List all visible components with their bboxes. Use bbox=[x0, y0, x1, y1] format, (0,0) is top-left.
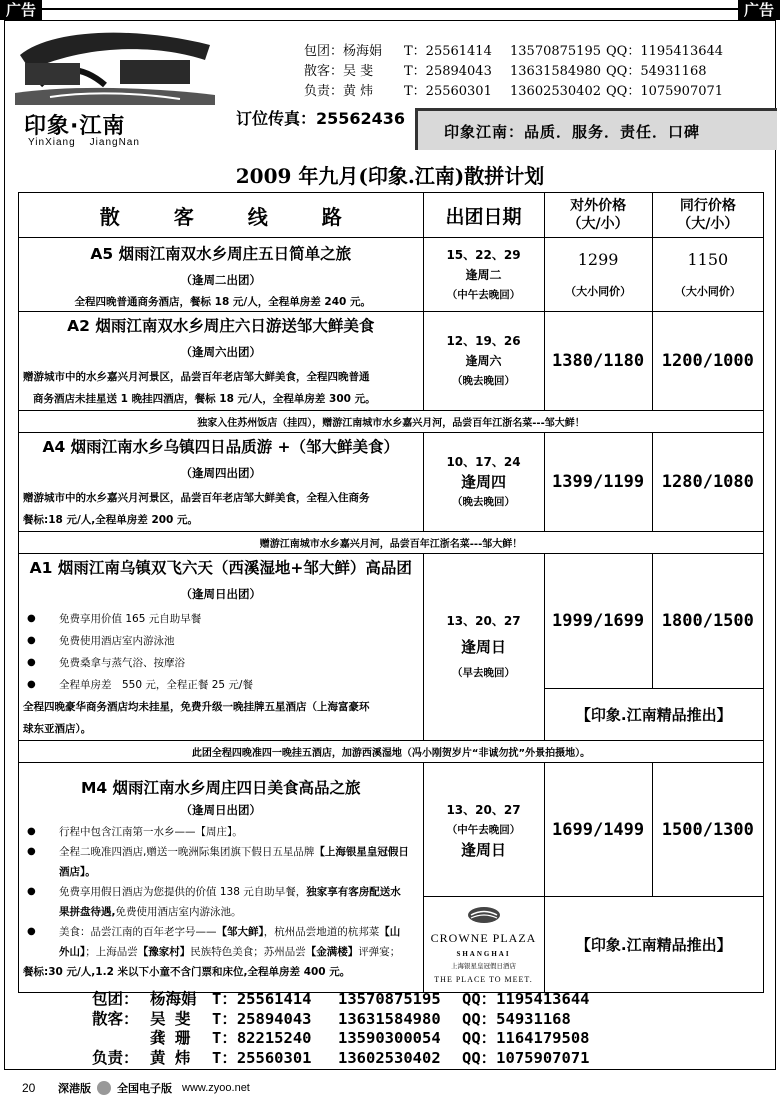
price-out-m4: 1699/1499 bbox=[544, 763, 652, 897]
table-row bbox=[19, 532, 764, 554]
page-number: 20 bbox=[22, 1081, 36, 1095]
brand-name-en: YinXiang JiangNan bbox=[28, 137, 140, 148]
route-a2: A2 烟雨江南双水乡周庄六日游送邹大鲜美食 （逢周六出团） 赠游城市中的水乡嘉兴月河景区，品尝百年老店邹大鲜美食，全程四晚普通 商务酒店未挂星送 1 晚挂四酒店，餐标 18 元/人，全程单房差 300 元。 bbox=[19, 312, 424, 411]
contact-row: 散客：吴 斐 T：25894043 13631584980 QQ：54931168 bbox=[304, 64, 707, 79]
brand-name-cn: 印象·江南 bbox=[24, 114, 126, 139]
price-peer-a4: 1280/1080 bbox=[652, 433, 763, 532]
price-peer-a2: 1200/1000 bbox=[652, 312, 763, 411]
highlight-bar-a4: 赠游江南城市水乡嘉兴月河，品尝百年江浙名菜---邹大鲜！ bbox=[19, 532, 764, 554]
page-footer bbox=[22, 1080, 250, 1096]
plan-title: 2009 年九月(印象.江南)散拼计划 bbox=[235, 164, 545, 188]
contacts-bottom bbox=[92, 990, 589, 1068]
header-date: 出团日期 bbox=[423, 193, 544, 238]
date-m4: 13、20、27 （中午去晚回） 逢周日 bbox=[423, 763, 544, 897]
highlight-bar-a1: 此团全程四晚准四一晚挂五酒店，加游西溪湿地（冯小刚贺岁片“非诚勿扰”外景拍摄地）。 bbox=[19, 741, 764, 763]
brand-logo bbox=[10, 25, 220, 148]
edition-label: 深港版 bbox=[58, 1082, 91, 1095]
crowne-plaza-logo: CROWNE PLAZA SHANGHAI 上海银星皇冠假日酒店 THE PLACE TO MEET. bbox=[424, 906, 544, 984]
hotel-logo-cell bbox=[423, 897, 544, 993]
table-row bbox=[19, 433, 764, 532]
highlight-bar-a2: 独家入住苏州饭店（挂四），赠游江南城市水乡嘉兴月河，品尝百年江浙名菜---邹大鲜！ bbox=[19, 411, 764, 433]
contacts-top bbox=[304, 42, 723, 102]
contact-row: 包团： 杨海娟 T：25561414 13570875195 QQ：1195413644 bbox=[92, 990, 590, 1008]
contact-row: 散客： 吴 斐 T：25894043 13631584980 QQ：54931168 bbox=[92, 1009, 571, 1028]
table-row bbox=[19, 411, 764, 433]
table-row bbox=[19, 741, 764, 763]
contact-row: 包团：杨海娟 T：25561414 13570875195 QQ：1195413644 bbox=[304, 44, 724, 59]
tour-plan-table bbox=[18, 192, 764, 993]
date-a1: 13、20、27 逢周日 （早去晚回） bbox=[423, 554, 544, 741]
table-row bbox=[19, 312, 764, 411]
ad-label-right: 广告 bbox=[738, 0, 780, 20]
price-out-a4: 1399/1199 bbox=[544, 433, 652, 532]
price-out-a5: 1299 （大小同价） bbox=[544, 238, 652, 312]
top-rule bbox=[0, 8, 780, 10]
price-peer-m4: 1500/1300 bbox=[652, 763, 763, 897]
price-peer-a1: 1800/1500 bbox=[652, 554, 763, 689]
price-out-a1: 1999/1699 bbox=[544, 554, 652, 689]
price-peer-a5: 1150 （大小同价） bbox=[652, 238, 763, 312]
date-a5: 15、22、29 逢周二 （中午去晚回） bbox=[423, 238, 544, 312]
date-a2: 12、19、26 逢周六 （晚去晚回） bbox=[423, 312, 544, 411]
header-route: 散 客 线 路 bbox=[19, 193, 424, 238]
booking-fax: 订位传真：25562436 bbox=[236, 109, 406, 128]
table-row bbox=[19, 238, 764, 312]
contact-row: 负责： 黄 炜 T：25560301 13602530402 QQ：1075907071 bbox=[92, 1048, 590, 1067]
route-a4: A4 烟雨江南水乡乌镇四日品质游 +（邹大鲜美食） （逢周四出团） 赠游城市中的水乡嘉兴月河景区，品尝百年老店邹大鲜美食，全程入住商务 餐标:18 元/人,全程单房差 200 元。 bbox=[19, 433, 424, 532]
route-a5: A5 烟雨江南双水乡周庄五日简单之旅 （逢周二出团） 全程四晚普通商务酒店，餐标 18 元/人，全程单房差 240 元。 bbox=[19, 238, 424, 312]
route-m4: M4 烟雨江南水乡周庄四日美食高品之旅 （逢周日出团） ● 行程中包含江南第一水乡——【周庄】。 ● 全程二晚准四酒店,赠送一晚洲际集团旗下假日五星品牌【上海银星皇冠假日酒店】。 ● 免费享用假日酒店为您提供的价值 138 元自助早餐，独家享有客房配送水果拼盘待遇,免费使用酒店室内游泳池。 ● 美食：品尝江南的百年老字号——【邹大鲜】，杭州品尝地道的杭邦菜【山外山】；上海品尝【豫家村】民族特色美食；苏州品尝【金满楼】评弹宴； 餐标:30 元/人,1.2 米以下小童不含门票和床位,全程单房差 400 元。 bbox=[19, 763, 424, 993]
table-header-row bbox=[19, 193, 764, 238]
national-label: 全国电子版 bbox=[117, 1082, 172, 1095]
contact-row: 龚 珊 T：82215240 13590300054 QQ：1164179508 bbox=[150, 1029, 590, 1047]
watertown-logo-icon bbox=[10, 25, 220, 110]
site-url[interactable]: www.zyoo.net bbox=[182, 1082, 250, 1094]
header-price-peer: 同行价格 （大/小） bbox=[652, 193, 763, 238]
slogan-banner: 印象江南：品质．服务．责任．口碑 bbox=[415, 108, 777, 150]
date-a4: 10、17、24 逢周四 （晚去晚回） bbox=[423, 433, 544, 532]
price-out-a2: 1380/1180 bbox=[544, 312, 652, 411]
edition-icon bbox=[97, 1081, 111, 1095]
premium-tag-a1: 【印象.江南精品推出】 bbox=[544, 688, 763, 740]
crown-icon bbox=[465, 906, 503, 924]
contact-row: 负责：黄 炜 T：25560301 13602530402 QQ：1075907071 bbox=[304, 84, 724, 99]
table-row bbox=[19, 763, 764, 897]
table-row bbox=[19, 554, 764, 689]
route-a1: A1 烟雨江南乌镇双飞六天（西溪湿地+邹大鲜）高品团 （逢周日出团） ● 免费享用价值 165 元自助早餐 ● 免费使用酒店室内游泳池 ● 免费桑拿与蒸气浴、按摩浴 ● 全程单房差 550 元，全程正餐 25 元/餐 全程四晚豪华商务酒店均未挂星，免费升级一晚挂牌五星酒店（上海富豪环 球东亚酒店）。 bbox=[19, 554, 424, 741]
header-price-out: 对外价格 （大/小） bbox=[544, 193, 652, 238]
premium-tag-m4: 【印象.江南精品推出】 bbox=[544, 897, 763, 993]
ad-label-left: 广告 bbox=[0, 0, 42, 20]
